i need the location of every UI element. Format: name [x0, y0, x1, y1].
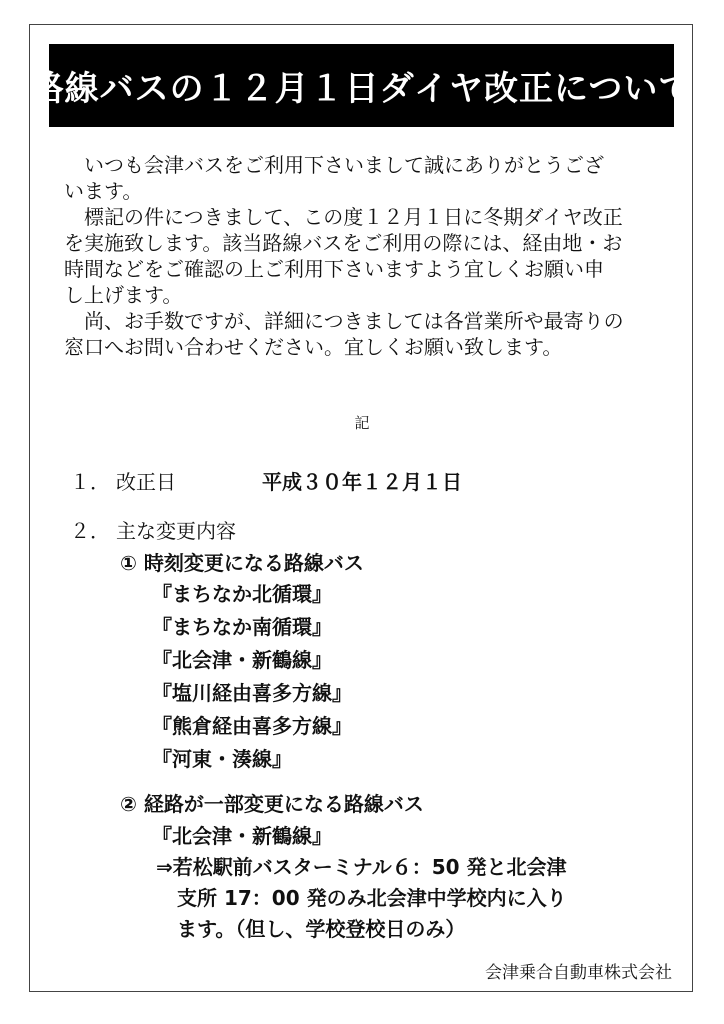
intro-line: 標記の件につきまして、この度１２月１日に冬期ダイヤ改正 — [64, 205, 623, 229]
intro-line: います。 — [64, 179, 143, 203]
route-item: 『北会津・新鶴線』 — [152, 648, 332, 672]
route-item: 『熊倉経由喜多方線』 — [152, 714, 352, 738]
route-item: 『塩川経由喜多方線』 — [152, 681, 352, 705]
item1-label: 改正日 — [116, 470, 176, 494]
item2-number: ２． — [70, 519, 110, 543]
intro-paragraph — [64, 152, 676, 360]
section1-heading: ① 時刻変更になる路線バス — [120, 551, 364, 575]
route-note-line: ます。（但し、学校登校日のみ） — [177, 917, 466, 941]
route-item: 『河東・湊線』 — [152, 747, 292, 771]
intro-line: いつも会津バスをご利用下さいまして誠にありがとうござ — [64, 153, 604, 177]
item2-label: 主な変更内容 — [116, 519, 236, 543]
route-note-line: 支所 17：00 発のみ北会津中学校内に入り — [177, 886, 567, 910]
intro-line: 尚、お手数ですが、詳細につきましては各営業所や最寄りの — [64, 309, 624, 333]
intro-line: 時間などをご確認の上ご利用下さいますよう宜しくお願い申 — [64, 257, 604, 281]
page-title: 路線バスの１２月１日ダイヤ改正について — [49, 44, 674, 127]
section2-heading: ② 経路が一部変更になる路線バス — [120, 792, 424, 816]
intro-line: を実施致します。該当路線バスをご利用の際には、経由地・お — [64, 231, 623, 255]
intro-line: 窓口へお問い合わせください。宜しくお願い致します。 — [64, 335, 563, 359]
ki-marker: 記 — [354, 414, 370, 432]
route-item: 『まちなか南循環』 — [152, 615, 332, 639]
item1-number: １． — [70, 470, 110, 494]
intro-line: し上げます。 — [64, 283, 183, 307]
route-item: 『まちなか北循環』 — [152, 582, 332, 606]
route-item: 『北会津・新鶴線』 — [152, 824, 332, 848]
item1-value: 平成３０年１２月１日 — [262, 470, 462, 494]
route-note-line: ⇒若松駅前バスターミナル６：50 発と北会津 — [156, 855, 567, 879]
company-name: 会津乗合自動車株式会社 — [485, 963, 672, 983]
